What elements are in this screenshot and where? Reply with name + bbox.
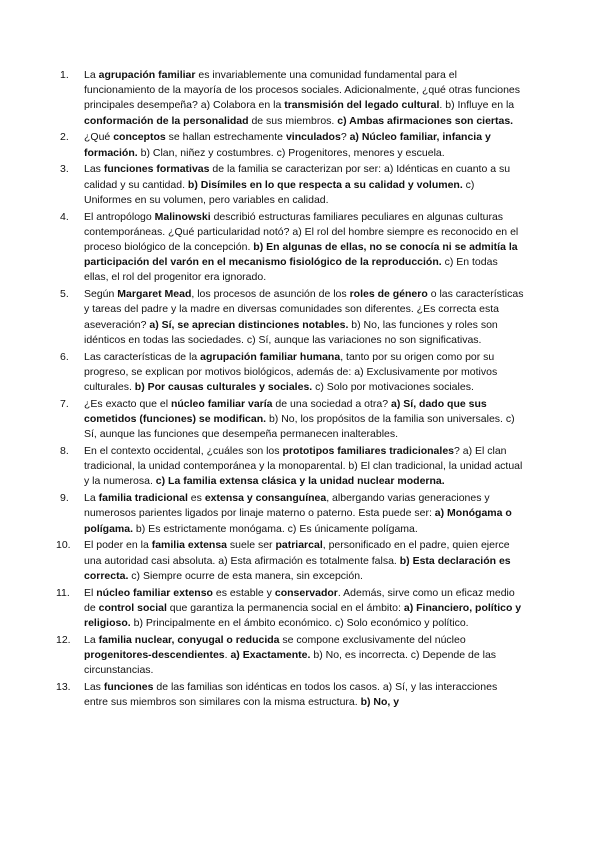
question-number: 8. [60, 445, 69, 458]
bold-text-run: patriarcal [275, 539, 323, 552]
bold-text-run: Margaret Mead [117, 288, 192, 301]
text-run: , personificado en el padre, quien ejerce una autoridad casi absoluta. a) Esta afirmación es totalmente falsa. [84, 539, 510, 567]
text-run: . [224, 649, 231, 662]
question-number: 4. [60, 210, 69, 223]
question-number: 11. [56, 586, 70, 599]
question-text [84, 681, 497, 708]
bold-text-run: a) Monógama o polígama. [84, 507, 512, 535]
question-item [60, 287, 524, 348]
bold-text-run: familia tradicional [98, 492, 188, 505]
text-run: o las características y tareas del padre y la madre en diversas comunidades son diferentes. ¿Es correcta esta aseveración? [84, 288, 524, 331]
bold-text-run: agrupación familiar humana [200, 350, 341, 363]
bold-text-run: conservador [274, 586, 338, 599]
text-run: es invariablemente una comunidad fundamental para el funcionamiento de la mayoría de los procesos sociales. Adicionalmente, ¿qué otras funciones principales desempeña? a) Colabora en la [84, 69, 520, 112]
question-item [60, 444, 524, 490]
text-run: . b) Influye en la [439, 99, 515, 112]
text-run: ? [340, 131, 350, 144]
question-text [84, 351, 497, 393]
bold-text-run: vinculados [285, 131, 341, 144]
bold-text-run: funciones formativas [103, 163, 210, 176]
text-run: En el contexto occidental, ¿cuáles son los [84, 445, 283, 458]
question-item [56, 538, 524, 584]
bold-text-run: a) Financiero, político y religioso. [84, 601, 522, 630]
bold-text-run: extensa y consanguínea [204, 492, 327, 505]
text-run: c) Solo por motivaciones sociales. [312, 381, 474, 394]
bold-text-run: conceptos [113, 131, 166, 144]
question-number: 10. [56, 539, 71, 552]
text-run: , tanto por su origen como por su progreso, se explican por motivos biológicos, además de: a) Exclusivamente por motivos culturales. [84, 350, 498, 394]
question-item [60, 162, 524, 208]
bold-text-run: núcleo familiar varía [170, 397, 273, 410]
question-number: 6. [60, 350, 69, 363]
text-run: La [84, 633, 99, 646]
bold-text-run: b) Esta declaración es correcta. [84, 554, 511, 582]
text-run: b) Clan, niñez y costumbres. c) Progenitores, menores y escuela. [137, 146, 445, 159]
text-run: . Además, sirve como un eficaz medio de [84, 586, 515, 614]
question-text [84, 587, 521, 629]
text-run: es [187, 492, 205, 505]
question-item [60, 68, 524, 129]
text-run: Según [84, 288, 118, 301]
bold-text-run: b) No, y [360, 696, 400, 709]
bold-text-run: Malinowski [154, 210, 211, 223]
text-run: ¿Es exacto que el [84, 397, 171, 410]
text-run: b) No, los propósitos de la familia son universales. c) Sí, aunque las funciones que desempeña permanecen inalterables. [84, 413, 515, 441]
question-text [84, 539, 511, 581]
bold-text-run: c) La familia extensa clásica y la unidad nuclear moderna. [155, 475, 445, 488]
question-number: 12. [56, 633, 71, 646]
question-number: 7. [60, 397, 69, 410]
question-text [84, 69, 520, 127]
question-number: 5. [60, 288, 69, 301]
question-number: 13. [56, 681, 71, 694]
question-item [56, 680, 524, 710]
bold-text-run: control social [98, 601, 167, 614]
bold-text-run: b) Disímiles en lo que respecta a su calidad y volumen. [187, 178, 463, 191]
text-run: ? a) El clan tradicional, la unidad contemporánea y la monoparental. b) El clan tradicional, la unidad actual y la numerosa. [84, 445, 523, 488]
text-run: de la familia se caracterizan por ser: a) Idénticas en cuanto a su calidad y su cantidad. [84, 163, 511, 191]
question-text [84, 398, 515, 440]
bold-text-run: familia extensa [151, 539, 228, 552]
text-run: de sus miembros. [248, 114, 338, 127]
text-run: b) No, es incorrecta. c) Depende de las circunstancias. [84, 649, 497, 677]
text-run: Las características de la [84, 350, 201, 363]
question-number: 9. [60, 492, 69, 505]
bold-text-run: b) Por causas culturales y sociales. [134, 381, 313, 394]
text-run: Las [84, 163, 104, 176]
text-run: El antropólogo [84, 210, 155, 223]
text-run: b) No, las funciones y roles son idénticos en todas las sociedades. c) Sí, aunque las variaciones no son significativas. [84, 318, 498, 346]
text-run: La [84, 492, 99, 505]
text-run: se compone exclusivamente del núcleo [279, 633, 466, 646]
text-run: , los procesos de asunción de los [191, 288, 350, 301]
question-text [84, 163, 510, 205]
question-text [84, 288, 523, 346]
text-run: , albergando varias generaciones y numerosos parientes ligados por linaje materno o paterno. Esta puede ser: [84, 492, 490, 520]
question-item [60, 210, 524, 286]
question-text [84, 634, 496, 676]
text-run: La [84, 69, 99, 81]
question-item [60, 350, 524, 396]
text-run: Las [84, 681, 104, 694]
question-item [56, 586, 524, 632]
text-run: c) En todas ellas, el rol del progenitor era ignorado. [84, 256, 498, 284]
text-run: El [84, 586, 97, 599]
question-number: 1. [60, 69, 69, 81]
text-run: de una sociedad a otra? [272, 397, 392, 410]
bold-text-run: agrupación familiar [98, 69, 196, 81]
question-item [60, 491, 524, 537]
text-run: describió estructuras familiares peculiares en algunas culturas contemporáneas. ¿Qué particularidad notó? a) El rol del hombre siempre es reconocido en el proceso biológico de la concepción. [84, 210, 519, 254]
text-run: El poder en la [84, 539, 152, 552]
bold-text-run: transmisión del legado cultural [284, 99, 440, 112]
text-run: que garantiza la permanencia social en el ámbito: [166, 601, 404, 614]
bold-text-run: prototipos familiares tradicionales [282, 445, 454, 458]
bold-text-run: familia nuclear, conyugal o reducida [98, 633, 280, 646]
bold-text-run: a) Núcleo familiar, infancia y formación. [84, 131, 491, 159]
question-text [84, 492, 512, 534]
text-run: suele ser [227, 539, 276, 552]
text-run: c) Siempre ocurre de esta manera, sin excepción. [128, 569, 363, 582]
text-run: b) Principalmente en el ámbito económico. c) Solo económico y político. [130, 617, 469, 630]
bold-text-run: progenitores-descendientes [84, 649, 225, 662]
bold-text-run: funciones [103, 681, 154, 694]
question-number: 3. [60, 163, 69, 176]
text-run: c) Uniformes en su volumen, pero variables en calidad. [84, 178, 475, 206]
text-run: ¿Qué [84, 131, 114, 144]
question-text [84, 211, 518, 284]
question-text [84, 445, 522, 487]
bold-text-run: a) Sí, se aprecian distinciones notables. [149, 318, 349, 331]
text-run: se hallan estrechamente [165, 131, 286, 144]
question-item [60, 397, 524, 443]
question-list [56, 68, 524, 712]
text-run: b) Es estrictamente monógama. c) Es únicamente polígama. [133, 522, 418, 535]
bold-text-run: conformación de la personalidad [84, 114, 249, 127]
bold-text-run: b) En algunas de ellas, no se conocía ni se admitía la participación del varón en el mecanismo fisiológico de la reproducción. [84, 241, 518, 269]
bold-text-run: c) Ambas afirmaciones son ciertas. [337, 114, 514, 127]
bold-text-run: a) Exactamente. [230, 649, 311, 662]
question-text [84, 131, 491, 158]
text-run: de las familias son idénticas en todos los casos. a) Sí, y las interacciones entre sus miembros son similares con la misma estructura. [84, 681, 498, 709]
question-number: 2. [60, 131, 69, 144]
question-item [60, 130, 524, 160]
question-item [56, 633, 524, 679]
bold-text-run: roles de género [349, 288, 428, 301]
bold-text-run: núcleo familiar extenso [96, 586, 213, 599]
bold-text-run: a) Sí, dado que sus cometidos (funciones) se modifican. [84, 397, 487, 426]
text-run: es estable y [212, 586, 275, 599]
